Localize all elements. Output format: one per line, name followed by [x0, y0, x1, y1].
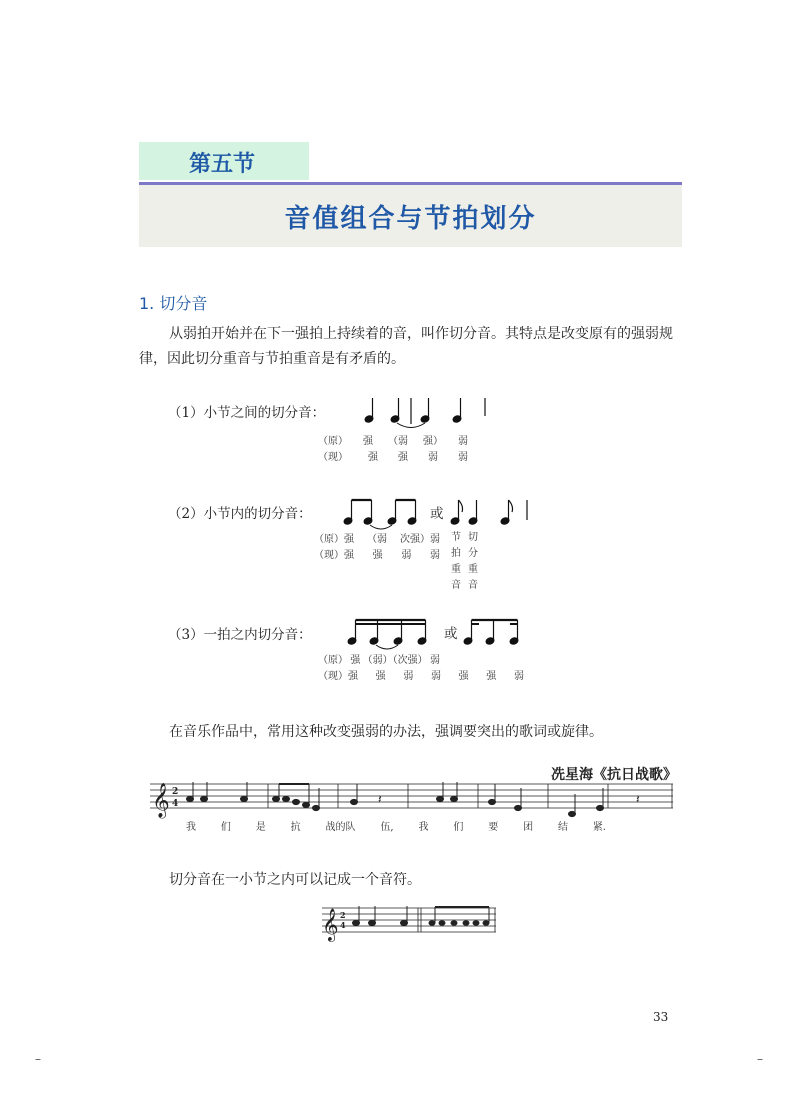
song-credit: 冼星海《抗日战歌》 — [551, 767, 677, 783]
crop-mark-left: – — [35, 1052, 41, 1066]
example-1-notation — [355, 392, 495, 428]
example-1-label: （1）小节之间的切分音： — [168, 405, 326, 421]
example-3-actual-row: （现）强 强 弱 弱 强 强 弱 — [318, 671, 524, 682]
example-2-original-row: （原）强 （弱 次强）弱 — [314, 534, 440, 545]
example-2-notation — [340, 494, 440, 530]
beat-accent-label: 节拍重音 — [451, 532, 461, 591]
example-3-or: 或 — [444, 626, 458, 642]
svg-text:𝄽: 𝄽 — [636, 792, 640, 806]
example-2-alt-notation — [447, 494, 537, 530]
syncopation-accent-label: 切分重音 — [468, 532, 478, 591]
example-2-label: （2）小节内的切分音： — [168, 506, 312, 522]
subsection-heading: 1. 切分音 — [139, 294, 208, 313]
page-number: 33 — [653, 1010, 669, 1024]
treble-clef-icon: 𝄞 — [322, 908, 339, 941]
example-3-original-row: （原） 强 （弱）（次强） 弱 — [318, 655, 440, 666]
example-3-alt-notation — [460, 614, 535, 650]
title-bar — [139, 182, 682, 247]
example-2-actual-row: （现）强 强 弱 弱 — [314, 550, 440, 561]
song-lyrics: 我 们 是 抗 战的队 伍, 我 们 要 团 结 紧. — [186, 822, 606, 833]
svg-text:4: 4 — [340, 920, 346, 930]
svg-text:2: 2 — [172, 787, 179, 797]
small-staff-example — [320, 900, 500, 942]
crop-mark-right: – — [757, 1052, 763, 1066]
closing-sentence: 在音乐作品中，常用这种改变强弱的办法，强调要突出的歌词或旋律。 — [169, 724, 603, 740]
svg-text:2: 2 — [340, 910, 346, 920]
section-number: 第五节 — [189, 152, 256, 177]
svg-text:𝄽: 𝄽 — [378, 792, 382, 806]
example-1-original-row: （原） 强 （弱 强） 弱 — [318, 436, 468, 447]
page-title: 音值组合与节拍划分 — [284, 204, 537, 234]
svg-text:4: 4 — [172, 799, 179, 809]
song-staff — [148, 772, 678, 822]
tie — [376, 645, 398, 649]
section-tab — [139, 142, 309, 180]
note-sentence: 切分音在一小节之内可以记成一个音符。 — [169, 872, 421, 888]
example-1-actual-row: （现） 强 强 弱 弱 — [318, 452, 468, 463]
example-3-label: （3）一拍之内切分音： — [168, 627, 312, 643]
definition-paragraph: 从弱拍开始并在下一强拍上持续着的音，叫作切分音。其特点是改变原有的强弱规律，因此切分重音与节拍重音是有矛盾的。 — [139, 326, 673, 367]
treble-clef-icon: 𝄞 — [152, 783, 170, 818]
tie — [370, 525, 392, 529]
example-3-notation — [342, 614, 442, 650]
example-2-or: 或 — [430, 506, 444, 522]
